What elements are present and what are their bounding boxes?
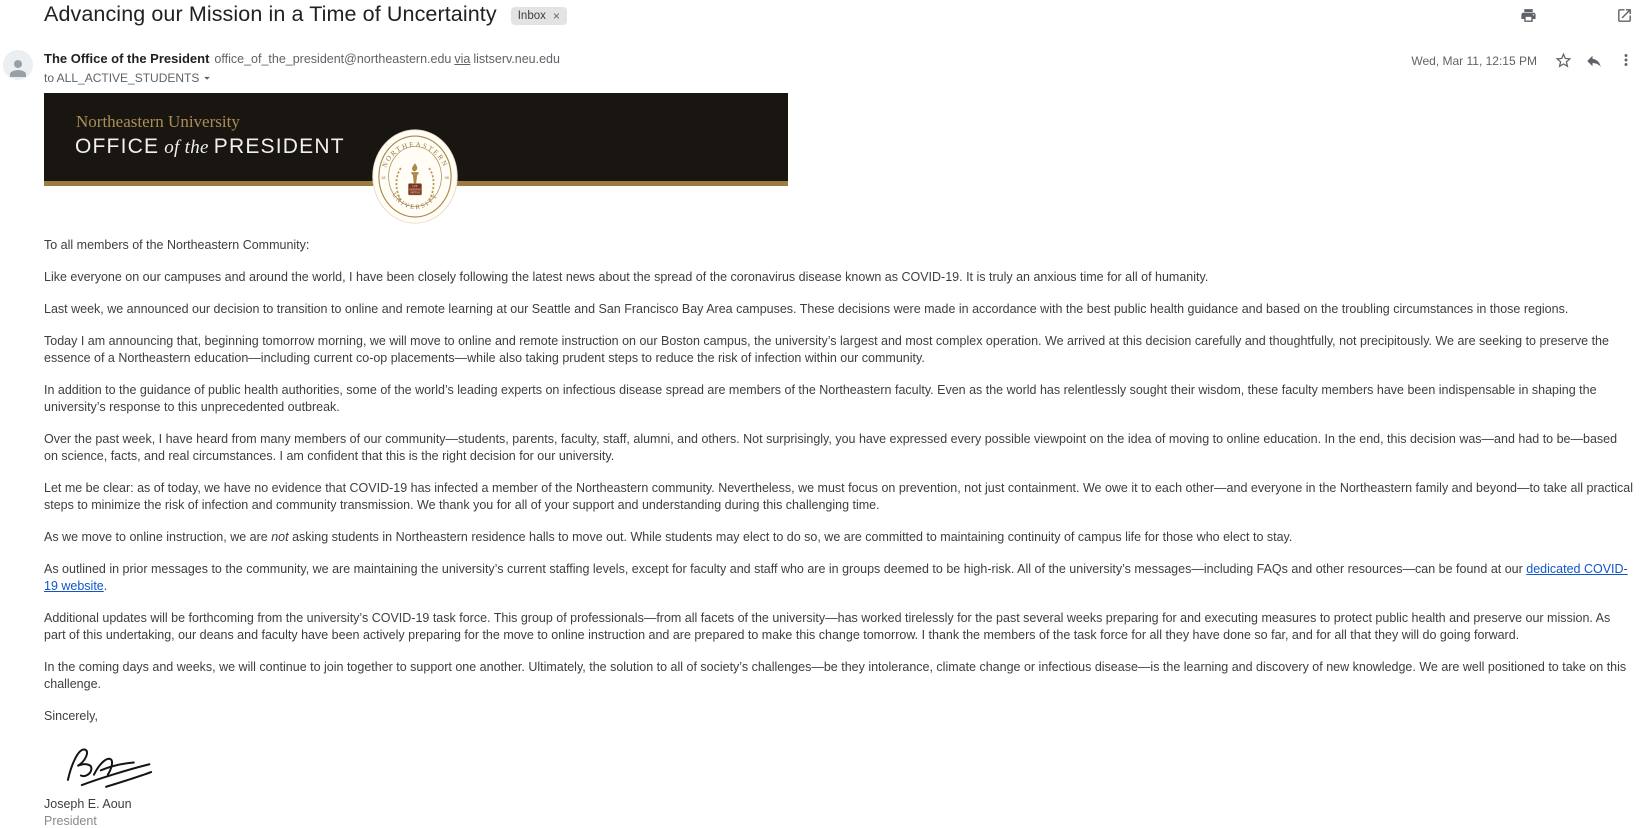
paragraph-text: In addition to the guidance of public health authorities, some of the world’s leading experts on infectious disease spread are members of the Northeastern faculty. Even as the world has relentlessly sought their wisdom, these faculty members have been indispensable in shaping the university’s response to this unprecedented outbreak. xyxy=(44,383,1597,414)
body-paragraph xyxy=(44,382,1634,416)
paragraph-text: To all members of the Northeastern Community: xyxy=(44,238,310,252)
reply-icon[interactable] xyxy=(1585,52,1603,70)
banner-office-line xyxy=(75,135,345,159)
paragraph-text: asking students in Northeastern residence halls to move out. While students may elect to do so, we are committed to maintaining continuity of campus life for those who elect to stay. xyxy=(288,530,1293,544)
sender-line xyxy=(44,51,560,66)
body-paragraph xyxy=(44,561,1634,595)
paragraph-text: Last week, we announced our decision to transition to online and remote learning at our Seattle and San Francisco Bay Area campuses. These decisions were made in accordance with the best public health guidance and based on the troubling circumstances in those regions. xyxy=(44,302,1569,316)
body-paragraph xyxy=(44,333,1634,367)
sender-address: office_of_the_president@northeastern.edu xyxy=(214,52,452,66)
chevron-down-icon xyxy=(200,71,214,85)
paragraph-text: Today I am announcing that, beginning tomorrow morning, we will move to online and remote instruction on our Boston campus, the university’s largest and most complex operation. We arrived at this decision carefully and thoughtfully, not precipitously. We are seeking to preserve the essence of a Northeastern education—including current co-op placements—while also taking prudent steps to reduce the risk of infection within our community. xyxy=(44,334,1609,365)
banner-office-word: OFFICE xyxy=(75,135,160,158)
seal-motto-line1: LVX xyxy=(412,185,418,189)
signer-title: President xyxy=(44,814,97,828)
paragraph-text: As outlined in prior messages to the community, we are maintaining the university’s current staffing levels, except for faculty and staff who are in groups deemed to be high-risk. All of the university’s messages—including FAQs and other resources—can be found at our xyxy=(44,562,1527,576)
recipient-line: to ALL_ACTIVE_STUDENTS xyxy=(44,71,200,85)
email-body xyxy=(44,237,1634,828)
paragraph-text: As we move to online instruction, we are xyxy=(44,530,272,544)
paragraph-text: Let me be clear: as of today, we have no evidence that COVID-19 has infected a member of the Northeastern community. Nevertheless, we must focus on prevention, not just containment. We owe it to each other—and everyone in the Northeastern family and beyond—to take all practical steps to minimize the risk of infection and community transmission. We thank you for all of your support and understanding during this challenging time. xyxy=(44,481,1634,512)
seal-torch-cup xyxy=(411,172,419,175)
banner-ofthe-word: of the xyxy=(164,137,209,158)
sender-name: The Office of the President xyxy=(44,51,210,66)
body-paragraph xyxy=(44,610,1634,644)
seal-motto-line3: VIRTVS xyxy=(410,191,420,195)
email-banner-image xyxy=(44,93,788,225)
banner-university-name: Northeastern University xyxy=(76,112,240,131)
sender-block xyxy=(44,51,560,85)
seal-arc-bottom-text: UNIVERSITY xyxy=(390,191,440,212)
paragraph-text: . xyxy=(103,579,108,593)
paragraph-text: In the coming days and weeks, we will continue to join together to support one another. Ultimately, the solution to all of society’s challenges—be they intolerance, climate change or infectious disease—is the learning and discovery of new knowledge. We are well positioned to take on this challenge. xyxy=(44,660,1627,691)
via-domain: listserv.neu.edu xyxy=(473,52,560,66)
covid-website-link[interactable]: dedicated COVID-19 website xyxy=(44,562,1628,593)
recipient-details-toggle[interactable] xyxy=(44,71,214,85)
body-paragraph xyxy=(44,431,1634,465)
via-label: via xyxy=(454,52,471,66)
paragraph-text: Like everyone on our campuses and around the world, I have been closely following the latest news about the spread of the coronavirus disease known as COVID-19. It is truly an anxious time for all of humanity. xyxy=(44,270,1209,284)
more-vert-icon[interactable] xyxy=(1617,51,1635,69)
signature-image xyxy=(54,740,172,792)
closing-text: Sincerely, xyxy=(44,709,98,723)
seal-year-right: 98 xyxy=(444,175,449,181)
banner-president-word: PRESIDENT xyxy=(213,135,345,158)
star-icon[interactable] xyxy=(1554,51,1573,70)
print-icon[interactable] xyxy=(1520,7,1537,24)
email-timestamp: Wed, Mar 11, 12:15 PM xyxy=(1411,54,1537,68)
email-body-paragraphs xyxy=(44,237,1634,693)
sender-avatar xyxy=(3,50,33,80)
body-paragraph xyxy=(44,269,1634,286)
open-in-new-icon[interactable] xyxy=(1616,7,1633,24)
paragraph-text: Additional updates will be forthcoming from the university’s COVID-19 task force. This group of professionals—from all facets of the university—has worked tirelessly for the past several weeks preparing for and executing measures to protect public health and preserve our mission. As part of this undertaking, our deans and faculty have been actively preparing for the move to online instruction and are prepared to make this change tomorrow. I thank the members of the task force for all they have done so far, and for all that they will do going forward. xyxy=(44,611,1611,642)
university-seal xyxy=(371,128,459,225)
seal-arc-top-text: NORTHEASTERN xyxy=(380,140,450,169)
seal-motto-line2: VERITAS xyxy=(409,188,421,192)
signer-name: Joseph E. Aoun xyxy=(44,797,132,811)
body-paragraph xyxy=(44,480,1634,514)
body-paragraph xyxy=(44,301,1634,318)
inbox-label-chip[interactable] xyxy=(511,7,567,25)
seal-year-left: 18 xyxy=(381,175,386,181)
inbox-label-text: Inbox xyxy=(517,10,546,22)
body-paragraph xyxy=(44,659,1634,693)
body-paragraph xyxy=(44,237,1634,254)
person-icon xyxy=(6,56,30,80)
paragraph-text: Over the past week, I have heard from many members of our community—students, parents, faculty, staff, alumni, and others. Not surprisingly, you have expressed every possible viewpoint on the idea of moving to online education. In the end, this decision was—and had to be—based on science, facts, and real circumstances. I am confident that this is the right decision for our university. xyxy=(44,432,1618,463)
emphasis-text: not xyxy=(271,530,289,544)
remove-label-icon[interactable]: × xyxy=(552,9,560,23)
body-paragraph xyxy=(44,529,1634,546)
email-subject: Advancing our Mission in a Time of Uncertainty xyxy=(44,2,497,26)
subject-row xyxy=(44,2,567,27)
